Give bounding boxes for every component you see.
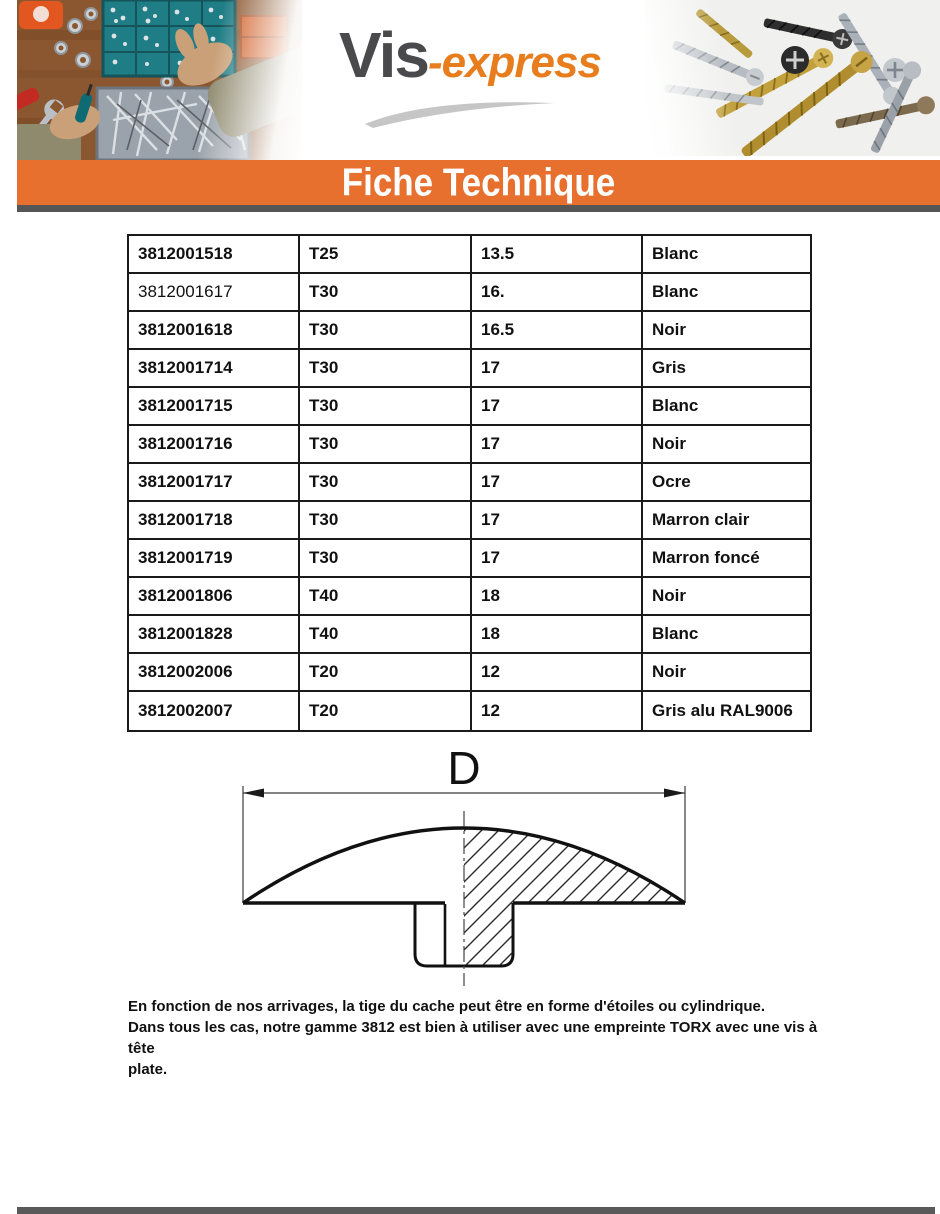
- cell-torx: T30: [300, 312, 472, 350]
- dimension-label: D: [447, 742, 481, 794]
- cell-torx: T30: [300, 274, 472, 312]
- cell-diameter: 17: [472, 426, 643, 464]
- cell-torx: T30: [300, 540, 472, 578]
- cell-torx: T30: [300, 426, 472, 464]
- cell-color: Noir: [643, 578, 810, 616]
- cell-diameter: 17: [472, 464, 643, 502]
- cell-diameter: 17: [472, 502, 643, 540]
- cell-diameter: 16.5: [472, 312, 643, 350]
- cell-diameter: 12: [472, 692, 643, 730]
- cell-code: 3812001715: [129, 388, 300, 426]
- table-row: [129, 236, 810, 274]
- footnote-line: En fonction de nos arrivages, la tige du cache peut être en forme d'étoiles ou cylindrique.: [128, 998, 766, 1015]
- table-row: [129, 464, 810, 502]
- screws-pile-photo: [645, 0, 940, 156]
- cell-diameter: 17: [472, 388, 643, 426]
- cell-diameter: 18: [472, 578, 643, 616]
- table-row: [129, 578, 810, 616]
- cell-torx: T40: [300, 616, 472, 654]
- cap-cross-section-drawing: [200, 738, 740, 996]
- cell-torx: T30: [300, 350, 472, 388]
- cell-torx: T30: [300, 388, 472, 426]
- cell-diameter: 17: [472, 350, 643, 388]
- logo-text-vis: Vis: [339, 19, 428, 91]
- photo-fade-overlay: [17, 0, 302, 160]
- cap-cross-section-diagram: [200, 738, 740, 996]
- cell-diameter: 13.5: [472, 236, 643, 274]
- cell-color: Noir: [643, 312, 810, 350]
- cell-color: Blanc: [643, 388, 810, 426]
- cell-color: Marron foncé: [643, 540, 810, 578]
- table-row: [129, 654, 810, 692]
- table-row: [129, 502, 810, 540]
- cell-torx: T25: [300, 236, 472, 274]
- vis-express-logo: [315, 18, 625, 138]
- cell-code: 3812001828: [129, 616, 300, 654]
- cell-code: 3812002007: [129, 692, 300, 730]
- cell-code: 3812001714: [129, 350, 300, 388]
- cell-diameter: 12: [472, 654, 643, 692]
- cell-code: 3812001718: [129, 502, 300, 540]
- cell-diameter: 16.: [472, 274, 643, 312]
- cell-diameter: 17: [472, 540, 643, 578]
- footnote-line: Dans tous les cas, notre gamme 3812 est bien à utiliser avec une empreinte TORX avec une vis à tête: [128, 1019, 818, 1057]
- footnote: [128, 996, 828, 1080]
- footnote-line: plate.: [128, 1061, 168, 1078]
- cell-torx: T40: [300, 578, 472, 616]
- cell-code: 3812001806: [129, 578, 300, 616]
- cell-color: Marron clair: [643, 502, 810, 540]
- logo-text-express: -express: [427, 38, 601, 87]
- logo-swoosh: [359, 94, 599, 128]
- cell-color: Gris: [643, 350, 810, 388]
- cell-color: Blanc: [643, 274, 810, 312]
- workbench-photo: [17, 0, 302, 160]
- cell-color: Blanc: [643, 236, 810, 274]
- cell-code: 3812001717: [129, 464, 300, 502]
- table-row: [129, 274, 810, 312]
- product-spec-table: [127, 234, 812, 732]
- photo-fade-overlay: [645, 0, 940, 156]
- cell-diameter: 18: [472, 616, 643, 654]
- table-row: [129, 616, 810, 654]
- cell-code: 3812001618: [129, 312, 300, 350]
- cell-code: 3812001518: [129, 236, 300, 274]
- table-row: [129, 312, 810, 350]
- cell-code: 3812001719: [129, 540, 300, 578]
- table-row: [129, 692, 810, 730]
- cell-color: Gris alu RAL9006: [652, 701, 793, 720]
- cell-color: Ocre: [643, 464, 810, 502]
- cell-torx: T30: [300, 502, 472, 540]
- cell-torx: T30: [300, 464, 472, 502]
- table-row: [129, 350, 810, 388]
- table-row: [129, 388, 810, 426]
- cell-color: Blanc: [643, 616, 810, 654]
- cell-torx: T20: [300, 654, 472, 692]
- cell-color: Noir: [643, 654, 810, 692]
- table-row: [129, 426, 810, 464]
- cell-code: 3812002006: [129, 654, 300, 692]
- table-row: [129, 540, 810, 578]
- cell-color: Noir: [643, 426, 810, 464]
- fiche-technique-banner: [17, 160, 940, 212]
- cell-torx: T20: [300, 692, 472, 730]
- cell-code: 3812001617: [129, 274, 300, 312]
- bottom-divider-bar: [17, 1207, 935, 1214]
- banner-title: Fiche Technique: [341, 160, 616, 204]
- cell-code: 3812001716: [129, 426, 300, 464]
